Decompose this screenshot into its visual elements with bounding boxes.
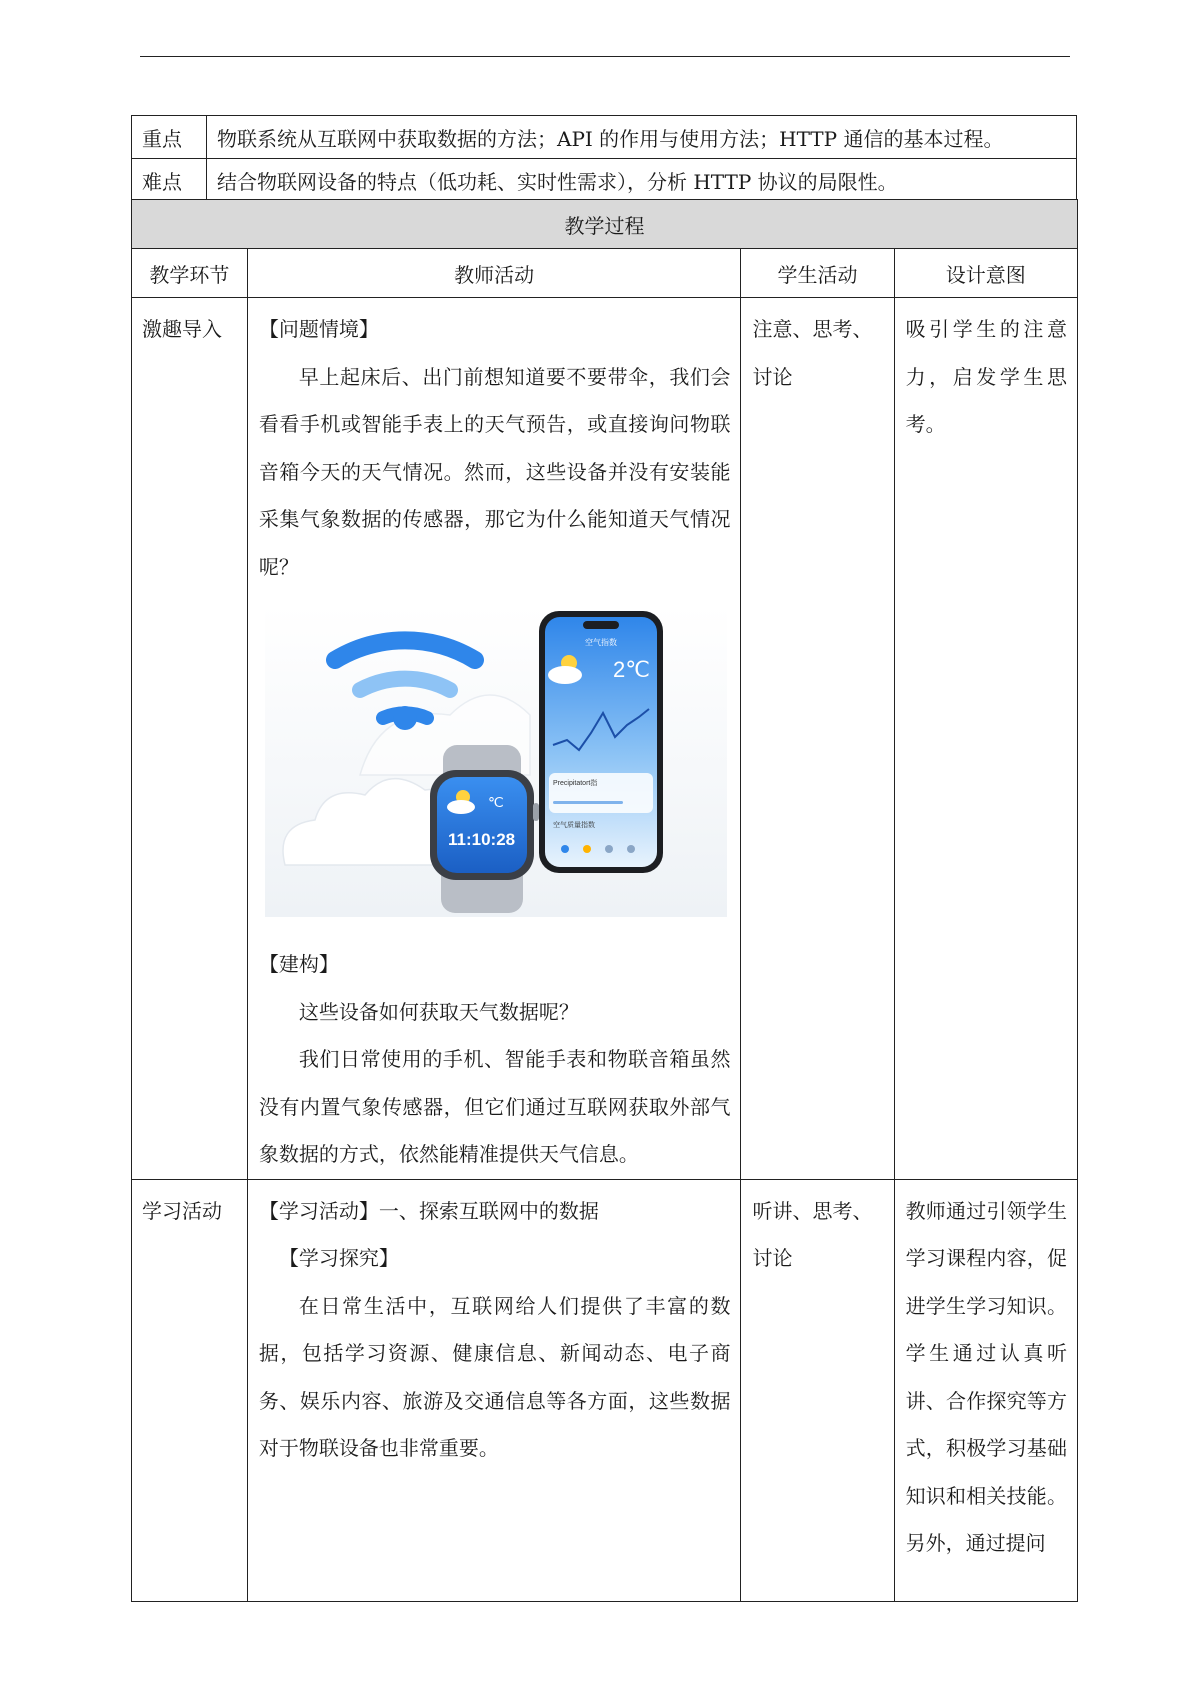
table-row — [132, 1179, 1078, 1601]
stage-cell: 激趣导入 — [132, 298, 248, 1180]
key-points-table — [131, 115, 1077, 202]
student-activity-cell: 注意、思考、讨论 — [741, 298, 894, 1180]
phone-precipitation-label: Precipitatort指 — [552, 780, 598, 787]
paragraph: 我们日常使用的手机、智能手表和物联音箱虽然没有内置气象传感器，但它们通过互联网获取外部气象数据的方式，依然能精准提供天气信息。 — [258, 1047, 731, 1166]
student-activity-cell: 听讲、思考、讨论 — [741, 1179, 894, 1601]
difficulties-label: 难点 — [132, 159, 207, 202]
header-stage: 教学环节 — [132, 249, 248, 298]
section-heading: 【问题情境】 — [258, 317, 379, 341]
table-row — [132, 298, 1078, 1180]
teacher-activity-cell — [247, 1179, 741, 1601]
watch-temperature: ℃ — [487, 794, 504, 810]
difficulties-text: 结合物联网设备的特点（低功耗、实时性需求），分析 HTTP 协议的局限性。 — [207, 159, 1077, 202]
watch-time: 11:10:28 — [447, 830, 515, 849]
section-heading: 【学习探究】 — [278, 1246, 399, 1270]
section-heading: 【建构】 — [258, 952, 339, 976]
key-points-label: 重点 — [132, 116, 207, 159]
design-intent-cell: 教师通过引领学生学习课程内容，促进学生学习知识。学生通过认真听讲、合作探究等方式，积极学习基础知识和相关技能。另外，通过提问 — [894, 1179, 1077, 1601]
header-rule — [140, 56, 1070, 57]
key-points-row — [132, 116, 1077, 159]
phone-title: 空气指数 — [584, 638, 617, 647]
process-title: 教学过程 — [132, 200, 1078, 249]
smartphone — [539, 611, 663, 873]
design-intent-cell: 吸引学生的注意力，启发学生思考。 — [894, 298, 1077, 1180]
column-headers — [132, 249, 1078, 298]
weather-devices-illustration — [265, 605, 727, 917]
difficulties-row — [132, 159, 1077, 202]
teacher-activity-cell — [247, 298, 741, 1180]
header-student-activity: 学生活动 — [741, 249, 894, 298]
paragraph: 这些设备如何获取天气数据呢？ — [298, 999, 579, 1024]
phone-temperature: 2℃ — [612, 657, 650, 682]
paragraph: 在日常生活中，互联网给人们提供了丰富的数据，包括学习资源、健康信息、新闻动态、电子商务、娱乐内容、旅游及交通信息等各方面，这些数据对于物联设备也非常重要。 — [258, 1293, 731, 1460]
paragraph: 早上起床后、出门前想知道要不要带伞，我们会看看手机或智能手表上的天气预告，或直接询问物联音箱今天的天气情况。然而，这些设备并没有安装能采集气象数据的传感器，那它为什么能知道天气情况呢？ — [258, 364, 731, 579]
stage-cell: 学习活动 — [132, 1179, 248, 1601]
header-design-intent: 设计意图 — [894, 249, 1077, 298]
section-heading: 【学习活动】一、探索互联网中的数据 — [258, 1198, 599, 1223]
key-points-text: 物联系统从互联网中获取数据的方法；API 的作用与使用方法；HTTP 通信的基本过程。 — [207, 116, 1077, 159]
header-teacher-activity: 教师活动 — [247, 249, 741, 298]
teaching-process-table — [131, 199, 1078, 1602]
phone-air-quality-label: 空气质量指数 — [552, 822, 595, 829]
